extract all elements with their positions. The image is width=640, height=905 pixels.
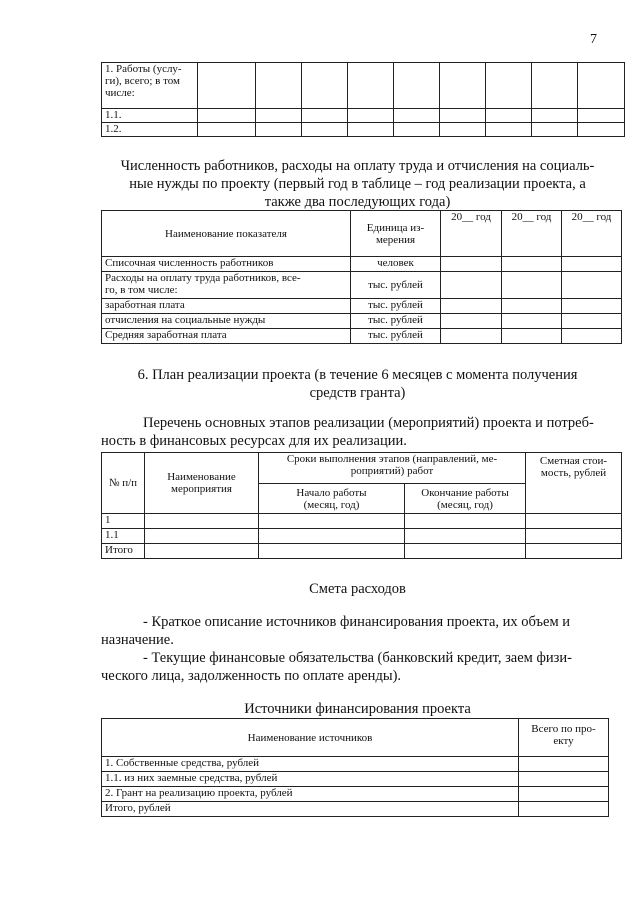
col-header-start: Начало работы (месяц, год) [259, 484, 405, 514]
table-cell: Расходы на оплату труда работников, все- го, в том числе: [102, 272, 351, 299]
table-cell: 1.1. [102, 109, 198, 123]
plan-table [101, 452, 622, 559]
col-header-unit: Единица из- мерения [351, 211, 441, 257]
plan-intro: Перечень основных этапов реализации (мероприятий) проекта и потреб- ность в финансовых ресурсах для их реализации. [101, 415, 594, 449]
table-cell: Списочная численность работников [102, 257, 351, 272]
staff-table [101, 210, 622, 344]
col-header-end: Окончание работы (месяц, год) [405, 484, 526, 514]
table-cell: тыс. рублей [351, 272, 441, 299]
table-cell: человек [351, 257, 441, 272]
col-header-num: № п/п [102, 453, 145, 514]
col-header-cost: Сметная стои- мость, рублей [526, 453, 622, 514]
sources-table [101, 718, 609, 817]
table-cell: 1.1 [102, 529, 145, 544]
sources-heading: Источники финансирования проекта [244, 701, 471, 717]
table-cell: 1. Работы (услу- ги), всего; в том числе: [102, 63, 198, 109]
budget-item-1: - Краткое описание источников финансирования проекта, их объем и назначение. [101, 614, 571, 648]
table-cell: отчисления на социальные нужды [102, 314, 351, 329]
table-cell: 1.2. [102, 123, 198, 137]
works-table [101, 62, 625, 137]
table-cell: 2. Грант на реализацию проекта, рублей [102, 787, 519, 802]
table-cell: тыс. рублей [351, 314, 441, 329]
col-header-source: Наименование источников [102, 719, 519, 757]
plan-heading: 6. План реализации проекта (в течение 6 месяцев с момента получения средств гранта) [137, 367, 578, 401]
col-header-year-2: 20__ год [502, 211, 562, 257]
table-cell: 1.1. из них заемные средства, рублей [102, 772, 519, 787]
table-cell: тыс. рублей [351, 299, 441, 314]
budget-item-2: - Текущие финансовые обязательства (банковский кредит, заем физи- ческого лица, задолженность по оплате аренды). [101, 650, 572, 684]
table-cell: Средняя заработная плата [102, 329, 351, 344]
col-header-year-1: 20__ год [441, 211, 502, 257]
budget-heading: Смета расходов [309, 581, 406, 597]
col-header-event: Наименование мероприятия [145, 453, 259, 514]
table-cell: 1. Собственные средства, рублей [102, 757, 519, 772]
col-header-name: Наименование показателя [102, 211, 351, 257]
col-header-terms: Сроки выполнения этапов (направлений, ме- роприятий) работ [259, 453, 526, 484]
table-cell: заработная плата [102, 299, 351, 314]
staff-heading: Численность работников, расходы на оплату труда и отчисления на социаль- ные нужды по проекту (первый год в таблице – год реализации проекта, а также два последующих года) [120, 158, 595, 210]
table-cell: Итого [102, 544, 145, 559]
page-number: 7 [590, 32, 597, 47]
col-header-total: Всего по про- екту [519, 719, 609, 757]
table-cell: тыс. рублей [351, 329, 441, 344]
col-header-year-3: 20__ год [562, 211, 622, 257]
table-cell: Итого, рублей [102, 802, 519, 817]
table-cell: 1 [102, 514, 145, 529]
